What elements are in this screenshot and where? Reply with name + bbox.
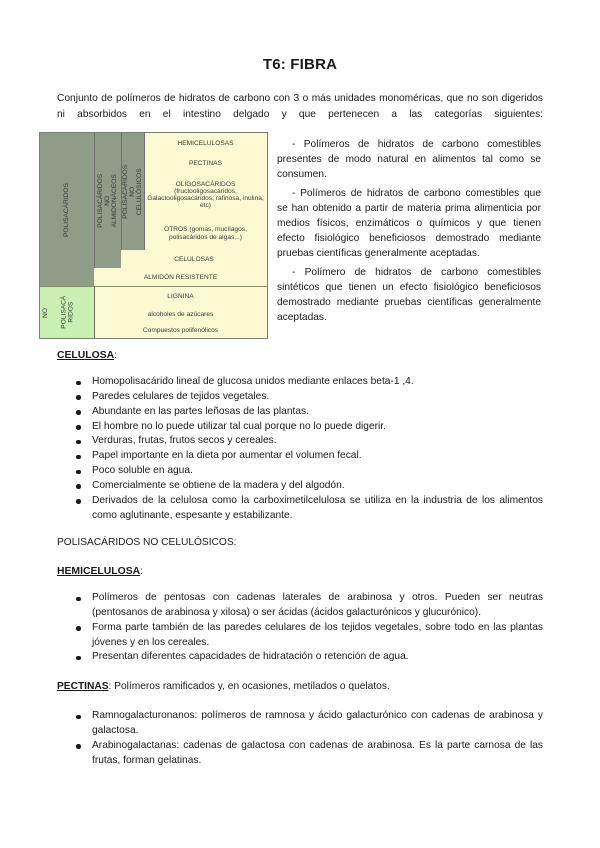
- list-item: Poco soluble en agua.: [57, 464, 543, 479]
- celulosa-list: [57, 375, 543, 523]
- figure-alcoholes-row: alcoholes de azúcares: [94, 306, 267, 322]
- list-item: Arabinogalactanas: cadenas de galactosa con cadenas de arabinosa. Es la parte carnosa de las frutas, forman gelatinas.: [57, 739, 543, 769]
- list-item: Paredes celulares de tejidos vegetales.: [57, 390, 543, 405]
- definition-paragraph-1: - Polímeros de hidratos de carbono comestibles presentes de modo natural en alimentos tal como se consumen.: [277, 139, 541, 181]
- figure-no-celulosicos-label: POLISACÁRIDOS NO CELULÓSICOS: [121, 164, 144, 219]
- figure-no-label: NO: [41, 308, 49, 318]
- list-item: Presentan diferentes capacidades de hidratación o retención de agua.: [57, 650, 543, 665]
- figure-pectinas-row: PECTINAS: [144, 153, 267, 173]
- pectinas-heading: PECTINAS: Polímeros ramificados y, en ocasiones, metilados o quelatos.: [57, 681, 390, 692]
- figure-otros-row: OTROS (gomas, mucílagos, polisacáridos de algas...): [144, 217, 267, 250]
- figure-celulosas-row: CELULOSAS: [121, 250, 267, 268]
- celulosa-heading: CELULOSA:: [57, 350, 118, 361]
- list-item: Abundante en las partes leñosas de las plantas.: [57, 405, 543, 420]
- pectinas-list: [57, 709, 543, 768]
- list-item: Derivados de la celulosa como la carboximetilcelulosa se utiliza en la industria de los alimentos como aglutinante, espesante y estabilizante.: [57, 494, 543, 524]
- page-title: T6: FIBRA: [262, 56, 338, 73]
- list-item: Homopolisacárido lineal de glucosa unidos mediante enlaces beta-1 ,4.: [57, 375, 543, 390]
- figure-lignina-row: LIGNINA: [94, 287, 267, 306]
- figure-hemicelulosas-row: HEMICELULOSAS: [144, 133, 267, 153]
- figure-compuestos-row: Compuestos polifenólicos: [94, 322, 267, 338]
- list-item: Verduras, frutas, frutos secos y cereales.: [57, 434, 543, 449]
- polisacaridos-no-celulosicos-heading: POLISACÁRIDOS NO CELULÓSICOS:: [57, 537, 237, 548]
- definition-paragraph-2: - Polímeros de hidratos de carbono comestibles que se han obtenido a partir de materia prima alimenticia por medios físicos, enzimáticos o químicos y que tienen efecto fisiológico beneficiosos demostrado mediante pruebas científicas generalmente aceptadas.: [277, 187, 541, 260]
- figure-polisacaridos-label: POLISACÁRIDOS: [63, 182, 70, 237]
- definitions-column: [277, 137, 541, 329]
- hemicelulosa-list: [57, 591, 543, 665]
- figure-no-almidonaceos-cell: [94, 133, 121, 268]
- intro-paragraph: Conjunto de polímeros de hidratos de carbono con 3 o más unidades monoméricas, que no son digeridos ni absorbidos en el intestino delgado y que pertenecen a las categorías siguientes:: [57, 93, 543, 120]
- figure-oligosacaridos-row: OLIGOSACÁRIDOS (fructooligosacáridos, Galactooligosacáridos, rafinosa, inulina, etc): [144, 173, 267, 217]
- list-item: Polímeros de pentosas con cadenas laterales de arabinosa y otros. Pueden ser neutras (pentosanos de arabinosa y xilosa) o ser ácidas (ácidos galacturónicos y glucurónico).: [57, 591, 543, 621]
- figure-almidon-row: ALMIDÓN RESISTENTE: [94, 268, 267, 286]
- figure-polisacaridos-cell: [40, 133, 94, 286]
- list-item: El hombre no lo puede utilizar tal cual porque no lo puede digerir.: [57, 420, 543, 435]
- list-item: Comercialmente se obtiene de la madera y del algodón.: [57, 479, 543, 494]
- hemicelulosa-heading: HEMICELULOSA:: [57, 566, 144, 577]
- fiber-classification-figure: [39, 132, 268, 339]
- figure-no-celulosicos-cell: [121, 133, 144, 250]
- list-item: Ramnogalacturonanos: polímeros de ramnosa y ácido galacturónico con cadenas de arabinosa y galactosa.: [57, 709, 543, 739]
- figure-polisaca-ridos: POLISACÁ RIDOS: [54, 287, 80, 337]
- figure-no-almidonaceos-label: POLISACÁRIDOS NO ALMIDONÁCEOS: [96, 173, 119, 228]
- list-item: Forma parte también de las paredes celulares de los tejidos vegetales, sobre todo en las plantas jóvenes y en los cereales.: [57, 621, 543, 651]
- list-item: Papel importante en la dieta por aumentar el volumen fecal.: [57, 449, 543, 464]
- definition-paragraph-3: - Polímero de hidratos de carbono comestibles sintéticos que tienen un efecto fisiológico beneficiosos demostrado mediante pruebas científicas generalmente aceptadas.: [277, 266, 541, 324]
